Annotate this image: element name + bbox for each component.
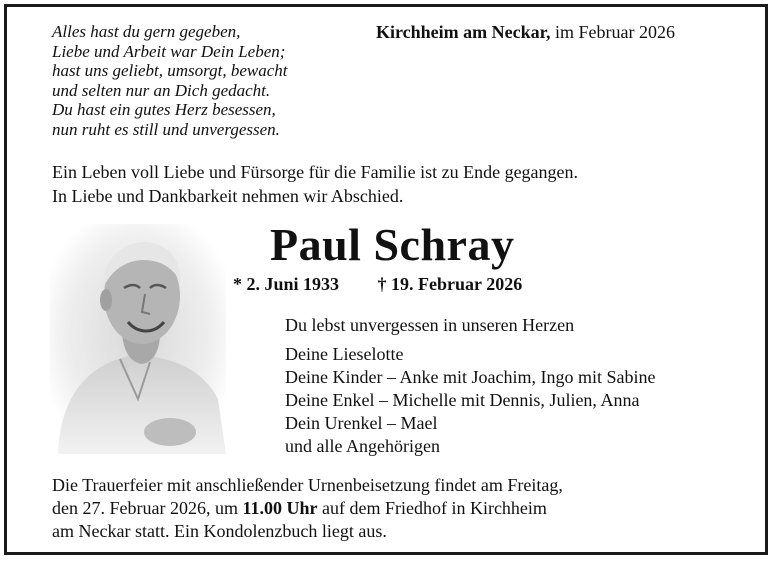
intro-line: Ein Leben voll Liebe und Fürsorge für die Familie ist zu Ende gegangen. [52, 162, 579, 182]
date: im Februar 2026 [554, 22, 675, 42]
service-line: am Neckar statt. Ein Kondolenzbuch liegt aus. [52, 521, 387, 541]
memorial-quote: Du lebst unvergessen in unseren Herzen [285, 315, 575, 335]
poem-line: nun ruht es still und unvergessen. [52, 119, 280, 139]
poem-line: und selten nur an Dich gedacht. [52, 80, 271, 100]
portrait-image [50, 224, 226, 454]
service-time: 11.00 Uhr [242, 498, 318, 518]
intro-line: In Liebe und Dankbarkeit nehmen wir Abschied. [52, 186, 404, 206]
poem-line: Alles hast du gern gegeben, [52, 22, 241, 41]
service-line: Die Trauerfeier mit anschließender Urnenbeisetzung findet am Freitag, [52, 475, 563, 495]
mourner-line: Deine Lieselotte [285, 344, 404, 364]
birth-date: * 2. Juni 1933 [233, 274, 340, 294]
poem-line: hast uns geliebt, umsorgt, bewacht [52, 61, 288, 81]
place-and-date [376, 22, 675, 43]
service-location-text: auf dem Friedhof in Kirchheim [317, 498, 547, 518]
mourners-list [285, 343, 655, 458]
life-dates [233, 274, 522, 295]
intro-text [52, 160, 578, 208]
poem-line: Du hast ein gutes Herz besessen, [52, 100, 276, 120]
funeral-service-info [52, 474, 563, 543]
portrait-photo [50, 224, 226, 454]
deceased-name: Paul Schray [270, 219, 515, 270]
service-date-text: den 27. Februar 2026, um [52, 498, 243, 518]
mourner-line: und alle Angehörigen [285, 436, 440, 456]
mourner-line: Dein Urenkel – Mael [285, 413, 438, 433]
mourner-line: Deine Kinder – Anke mit Joachim, Ingo mit Sabine [285, 367, 656, 387]
death-date: † 19. Februar 2026 [377, 274, 523, 294]
mourner-line: Deine Enkel – Michelle mit Dennis, Julien, Anna [285, 390, 640, 410]
service-line [52, 497, 563, 520]
poem-line: Liebe und Arbeit war Dein Leben; [52, 41, 286, 61]
memorial-poem [52, 22, 287, 140]
place: Kirchheim am Neckar, [376, 22, 551, 42]
